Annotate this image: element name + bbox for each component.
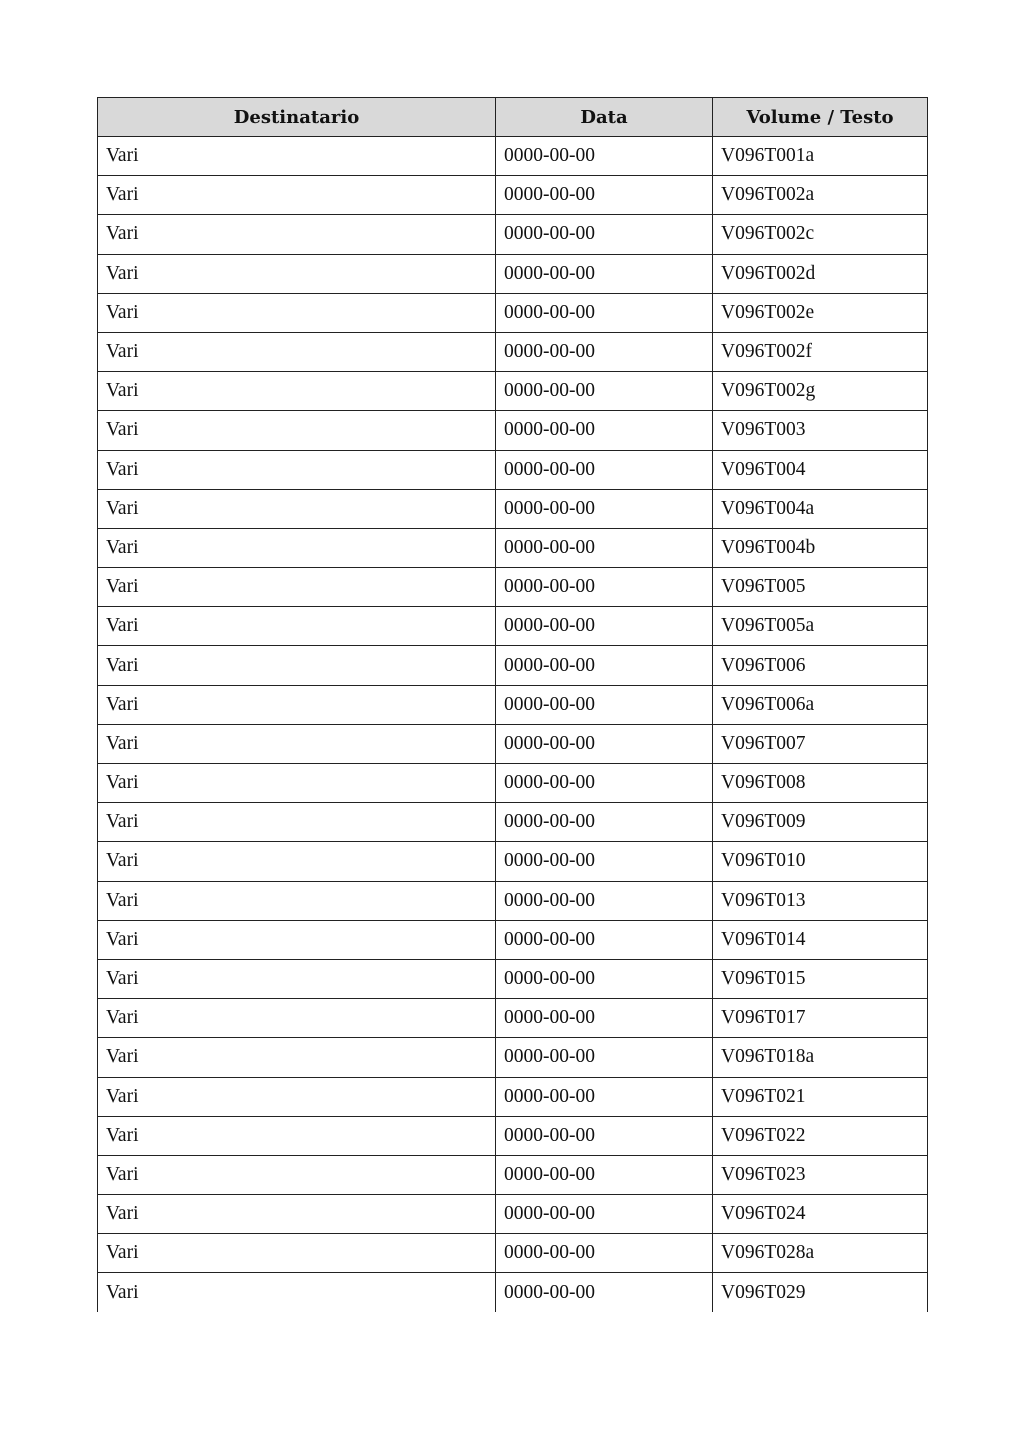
cell-destinatario: Vari [98,1038,496,1077]
cell-destinatario: Vari [98,254,496,293]
cell-volume-testo: V096T002f [713,332,928,371]
table-row [98,607,928,646]
cell-data: 0000-00-00 [496,176,713,215]
table-row [98,803,928,842]
table-row [98,450,928,489]
table-row [98,1155,928,1194]
cell-volume-testo: V096T015 [713,959,928,998]
table-row [98,1273,928,1312]
cell-destinatario: Vari [98,803,496,842]
cell-destinatario: Vari [98,881,496,920]
cell-data: 0000-00-00 [496,450,713,489]
table-row [98,411,928,450]
cell-volume-testo: V096T001a [713,137,928,176]
cell-destinatario: Vari [98,1195,496,1234]
cell-destinatario: Vari [98,1234,496,1273]
cell-data: 0000-00-00 [496,215,713,254]
cell-volume-testo: V096T022 [713,1116,928,1155]
cell-destinatario: Vari [98,450,496,489]
table-body [98,137,928,1313]
cell-data: 0000-00-00 [496,1155,713,1194]
header-row [98,98,928,137]
cell-data: 0000-00-00 [496,999,713,1038]
cell-volume-testo: V096T024 [713,1195,928,1234]
table-row [98,372,928,411]
table-row [98,1077,928,1116]
cell-volume-testo: V096T013 [713,881,928,920]
cell-data: 0000-00-00 [496,607,713,646]
cell-volume-testo: V096T002a [713,176,928,215]
table-row [98,489,928,528]
cell-data: 0000-00-00 [496,1234,713,1273]
cell-destinatario: Vari [98,293,496,332]
cell-data: 0000-00-00 [496,293,713,332]
cell-destinatario: Vari [98,607,496,646]
cell-data: 0000-00-00 [496,1077,713,1116]
cell-volume-testo: V096T002c [713,215,928,254]
cell-data: 0000-00-00 [496,685,713,724]
cell-destinatario: Vari [98,332,496,371]
cell-destinatario: Vari [98,764,496,803]
cell-destinatario: Vari [98,959,496,998]
cell-destinatario: Vari [98,528,496,567]
cell-destinatario: Vari [98,842,496,881]
cell-volume-testo: V096T014 [713,920,928,959]
header-destinatario: Destinatario [98,98,496,137]
cell-volume-testo: V096T009 [713,803,928,842]
cell-destinatario: Vari [98,685,496,724]
cell-volume-testo: V096T006a [713,685,928,724]
table-row [98,685,928,724]
cell-data: 0000-00-00 [496,803,713,842]
cell-data: 0000-00-00 [496,254,713,293]
cell-data: 0000-00-00 [496,1116,713,1155]
cell-volume-testo: V096T004a [713,489,928,528]
cell-destinatario: Vari [98,176,496,215]
cell-destinatario: Vari [98,1273,496,1312]
cell-volume-testo: V096T003 [713,411,928,450]
cell-data: 0000-00-00 [496,411,713,450]
cell-destinatario: Vari [98,372,496,411]
cell-destinatario: Vari [98,568,496,607]
cell-volume-testo: V096T008 [713,764,928,803]
cell-volume-testo: V096T010 [713,842,928,881]
table-header [98,98,928,137]
cell-data: 0000-00-00 [496,372,713,411]
table-row [98,920,928,959]
cell-data: 0000-00-00 [496,1195,713,1234]
cell-data: 0000-00-00 [496,528,713,567]
cell-volume-testo: V096T002d [713,254,928,293]
cell-volume-testo: V096T007 [713,724,928,763]
cell-data: 0000-00-00 [496,920,713,959]
table-row [98,646,928,685]
table-row [98,1234,928,1273]
table-row [98,528,928,567]
cell-volume-testo: V096T017 [713,999,928,1038]
table-row [98,999,928,1038]
cell-data: 0000-00-00 [496,1273,713,1312]
cell-data: 0000-00-00 [496,764,713,803]
cell-data: 0000-00-00 [496,568,713,607]
cell-volume-testo: V096T029 [713,1273,928,1312]
cell-destinatario: Vari [98,489,496,528]
table-row [98,568,928,607]
table-row [98,332,928,371]
cell-volume-testo: V096T002e [713,293,928,332]
cell-destinatario: Vari [98,1155,496,1194]
cell-data: 0000-00-00 [496,959,713,998]
cell-volume-testo: V096T004b [713,528,928,567]
header-volume-testo: Volume / Testo [713,98,928,137]
table-row [98,1116,928,1155]
cell-destinatario: Vari [98,411,496,450]
table-row [98,1195,928,1234]
cell-volume-testo: V096T006 [713,646,928,685]
cell-destinatario: Vari [98,999,496,1038]
cell-volume-testo: V096T005a [713,607,928,646]
table-row [98,215,928,254]
cell-data: 0000-00-00 [496,842,713,881]
cell-volume-testo: V096T018a [713,1038,928,1077]
cell-destinatario: Vari [98,215,496,254]
cell-data: 0000-00-00 [496,332,713,371]
cell-data: 0000-00-00 [496,137,713,176]
table-row [98,842,928,881]
cell-data: 0000-00-00 [496,881,713,920]
table-row [98,1038,928,1077]
table-row [98,137,928,176]
cell-destinatario: Vari [98,1116,496,1155]
header-data: Data [496,98,713,137]
cell-destinatario: Vari [98,137,496,176]
table-row [98,881,928,920]
cell-data: 0000-00-00 [496,489,713,528]
cell-data: 0000-00-00 [496,646,713,685]
cell-volume-testo: V096T004 [713,450,928,489]
cell-data: 0000-00-00 [496,724,713,763]
cell-volume-testo: V096T028a [713,1234,928,1273]
table-row [98,293,928,332]
table-row [98,764,928,803]
cell-destinatario: Vari [98,920,496,959]
cell-data: 0000-00-00 [496,1038,713,1077]
cell-destinatario: Vari [98,646,496,685]
table-row [98,959,928,998]
cell-destinatario: Vari [98,1077,496,1116]
cell-volume-testo: V096T021 [713,1077,928,1116]
cell-destinatario: Vari [98,724,496,763]
letters-index-table [97,97,928,1312]
cell-volume-testo: V096T002g [713,372,928,411]
table-row [98,176,928,215]
cell-volume-testo: V096T023 [713,1155,928,1194]
cell-volume-testo: V096T005 [713,568,928,607]
table-row [98,254,928,293]
table-row [98,724,928,763]
